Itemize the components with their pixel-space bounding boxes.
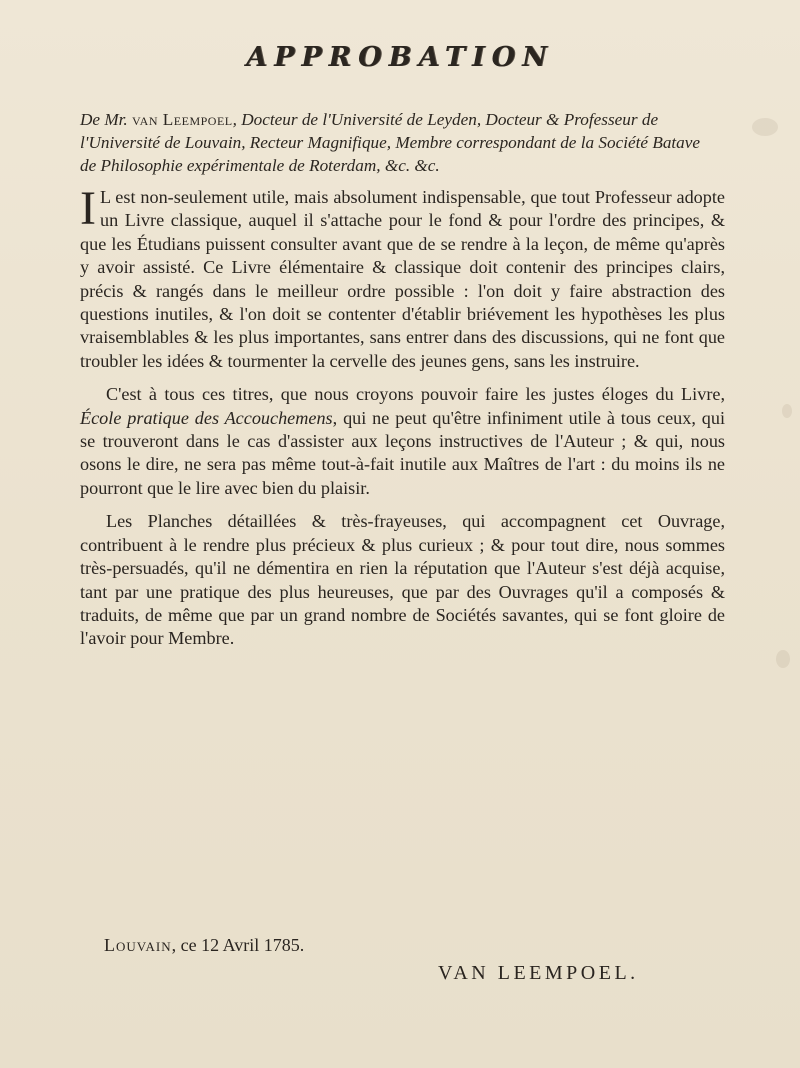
attribution-prefix: De Mr. [80, 110, 133, 129]
paragraph-1-text: L est non-seulement utile, mais absolument indispensable, que tout Professeur adopte un Livre classique, auquel il s'attache pour le fond & pour l'ordre des principes, & que les Étudians puissent consulter avant que de se rendre à la leçon, de même qu'après y avoir assisté. Ce Livre élémentaire & classique doit contenir des principes clairs, précis & rangés dans le meilleur ordre possible : l'on doit y faire abstraction des questions inutiles, & l'on doit se contenter d'établir briévement les hypothèses les plus vraisemblables & les plus importantes, sans entrer dans des discussions, qui ne font que troubler les idées & tourmenter la cervelle des jeunes gens, sans les instruire. [80, 187, 725, 371]
attribution-titles: , Docteur de l'Université de Leyden, Docteur & Professeur de l'Université de Louvain, Recteur Magnifique, Membre correspondant de la Société Batave de Philosophie expérimentale de Roterdam, &c. &c. [80, 110, 701, 175]
approbation-body [80, 182, 725, 651]
paragraph-3 [80, 510, 725, 650]
book-title: École pratique des Accouchemens [80, 407, 333, 428]
paper-stain [782, 404, 792, 418]
paper-stain [776, 650, 790, 668]
signature: VAN LEEMPOEL. [438, 962, 639, 984]
paragraph-2-before: C'est à tous ces titres, que nous croyons pouvoir faire les justes éloges du Livre, [106, 384, 725, 405]
signoff-date: , ce 12 Avril 1785. [171, 935, 305, 955]
drop-cap: I [80, 182, 96, 235]
page-title: APPROBATION [246, 42, 554, 73]
signoff-line [104, 935, 304, 956]
paragraph-1 [80, 182, 725, 373]
paragraph-2-after: , qui ne peut qu'être infiniment utile à tous ceux, qui se trouveront dans le cas d'assister aux leçons instructives de l'Auteur ; & qui, nous osons le dire, ne sera pas même tout-à-fait inutile aux Maîtres de l'art : du moins ils ne pourront que le lire avec bien du plaisir. [80, 407, 725, 498]
attribution-author: van Leempoel [132, 110, 233, 129]
signoff-place: Louvain [104, 935, 172, 955]
paragraph-2 [80, 383, 725, 500]
attribution-block [80, 108, 720, 177]
paper-stain [752, 118, 778, 136]
paragraph-3-text: Les Planches détaillées & très-frayeuses, qui accompagnent cet Ouvrage, contribuent à le rendre plus précieux & plus curieux ; & pour tout dire, nous sommes très-persuadés, qu'il ne démentira en rien la réputation que l'Auteur s'est déjà acquise, tant par une pratique des plus heureuses, que par des Ouvrages qu'il a composés & traduits, de même que par un grand nombre de Sociétés savantes, qui se font gloire de l'avoir pour Membre. [80, 511, 725, 649]
